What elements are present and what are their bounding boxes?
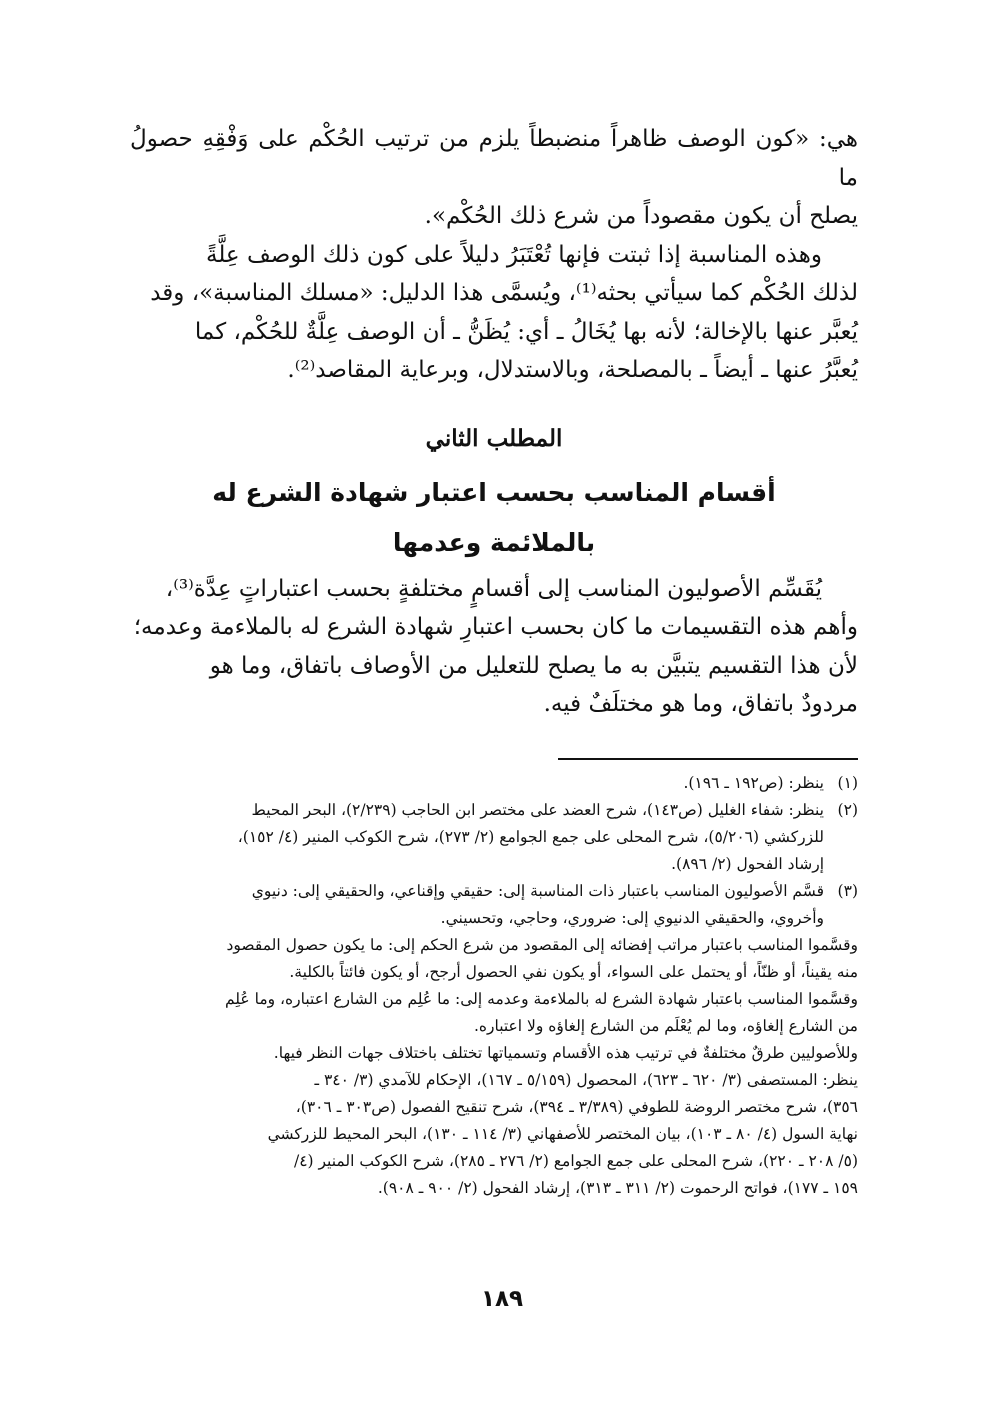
page-content [130, 120, 858, 1202]
footnote-line: وقسَّموا المناسب باعتبار مراتب إفضائه إلى المقصود من شرع الحكم إلى: ما يكون حصول المقصود [226, 935, 858, 954]
text-line: لأن هذا التقسيم يتبيَّن به ما يصلح للتعليل من الأوصاف باتفاق، وما هو [209, 652, 858, 679]
footnote-line: ١٥٩ ـ ١٧٧)، فواتح الرحموت (٢/ ٣١١ ـ ٣١٣)، إرشاد الفحول (٢/ ٩٠٠ ـ ٩٠٨). [377, 1178, 858, 1197]
footnote-separator [558, 758, 858, 760]
footnote-line: نهاية السول (٤/ ٨٠ ـ ١٠٣)، بيان المختصر للأصفهاني (٣/ ١١٤ ـ ١٣٠)، البحر المحيط للزركشي [267, 1124, 858, 1143]
paragraph-definition [130, 120, 858, 236]
paragraph-munasaba [130, 236, 858, 390]
footnote-3 [130, 878, 858, 932]
text-line: هي: «كون الوصف ظاهراً منضبطاً يلزم من ترتيب الحُكْم على وَفْقِهِ حصولُ ما [130, 126, 858, 191]
footnotes [130, 770, 858, 1202]
text-line: وأهم هذه التقسيمات ما كان بحسب اعتبارِ شهادة الشرع له بالملاءمة وعدمه؛ [133, 614, 858, 640]
footnote-line: ٣٥٦)، شرح مختصر الروضة للطوفي (٣/٣٨٩ ـ ٣٩٤)، شرح تنقيح الفصول (ص٣٠٣ ـ ٣٠٦)، [295, 1097, 858, 1116]
paragraph-divisions [130, 570, 858, 724]
footnote-line: وقسَّموا المناسب باعتبار شهادة الشرع له بالملاءمة وعدمه إلى: ما عُلِم من الشارع اعتباره، وما عُلِم [224, 989, 858, 1008]
footnote-line: ينظر: المستصفى (٣/ ٦٢٠ ـ ٦٢٣)، المحصول (٥/١٥٩ ـ ١٦٧)، الإحكام للآمدي (٣/ ٣٤٠ ـ [314, 1070, 858, 1089]
footnote-line: وأخروي، والحقيقي الدنيوي إلى: ضروري، وحاجي، وتحسيني. [440, 908, 824, 927]
footnote-number: (٣) [837, 881, 858, 900]
footnote-line: قسَّم الأصوليون المناسب باعتبار ذات المناسبة إلى: حقيقي وإقناعي، والحقيقي إلى: دنيوي [251, 881, 824, 900]
text-line: لذلك الحُكْم كما سيأتي بحثه⁽¹⁾، ويُسمَّى هذا الدليل: «مسلك المناسبة»، وقد [150, 280, 858, 306]
text-line: وهذه المناسبة إذا ثبتت فإنها تُعْتَبَرُ دليلاً على كون ذلك الوصف عِلَّةً [205, 241, 822, 268]
footnote-number: (١) [837, 773, 858, 792]
text-line: يصلح أن يكون مقصوداً من شرع ذلك الحُكْم». [424, 203, 858, 229]
footnote-line: للزركشي (٥/٢٠٦)، شرح المحلى على جمع الجوامع (٢/ ٢٧٣)، شرح الكوكب المنير (٤/ ١٥٢)، [237, 827, 824, 846]
section-heading [130, 470, 858, 566]
heading-line: بالملائمة وعدمها [392, 527, 596, 557]
text-line: يُقَسِّم الأصوليون المناسب إلى أقسامٍ مختلفةٍ بحسب اعتباراتٍ عِدَّة⁽³⁾، [165, 575, 822, 602]
text-line: مردودٌ باتفاق، وما هو مختلَفٌ فيه. [543, 691, 858, 717]
footnote-2 [130, 797, 858, 878]
footnote-1 [130, 770, 858, 797]
footnote-3-continuation [130, 932, 858, 1202]
footnote-line: ينظر: شفاء الغليل (ص١٤٣)، شرح العضد على مختصر ابن الحاجب (٢/٢٣٩)، البحر المحيط [251, 800, 824, 819]
footnote-line: وللأصوليين طرقٌ مختلفةٌ في ترتيب هذه الأقسام وتسمياتها تختلف باختلاف جهات النظر فيها. [273, 1043, 858, 1062]
footnote-line: إرشاد الفحول (٢/ ٨٩٦). [671, 854, 824, 873]
text-line: يُعبَّرُ عنها ـ أيضاً ـ بالمصلحة، وبالاستدلال، وبرعاية المقاصد⁽²⁾. [287, 357, 858, 383]
footnote-number: (٢) [837, 800, 858, 819]
footnote-line: منه يقيناً، أو ظنّاً، أو يحتمل على السواء، أو يكون نفي الحصول أرجح، أو يكون فائتاً بالكلية. [289, 962, 858, 981]
text-line: يُعبَّر عنها بالإخالة؛ لأنه بها يُخَالُ ـ أي: يُظَنُّ ـ أن الوصف عِلَّةٌ للحُكْم، كما [194, 318, 858, 345]
footnote-line: (٥/ ٢٠٨ ـ ٢٢٠)، شرح المحلى على جمع الجوامع (٢/ ٢٧٦ ـ ٢٨٥)، شرح الكوكب المنير (٤/ [293, 1151, 858, 1170]
footnote-line: ينظر: (ص١٩٢ ـ ١٩٦). [683, 773, 824, 792]
heading-line: أقسام المناسب بحسب اعتبار شهادة الشرع له [212, 477, 776, 507]
section-label: المطلب الثاني [425, 424, 563, 452]
footnote-line: من الشارع إلغاؤه، وما لم يُعْلَم من الشارع إلغاؤه ولا اعتباره. [473, 1016, 858, 1035]
page-number: ١٨٩ [480, 1286, 524, 1312]
footnote-separator-wrap [130, 758, 858, 760]
